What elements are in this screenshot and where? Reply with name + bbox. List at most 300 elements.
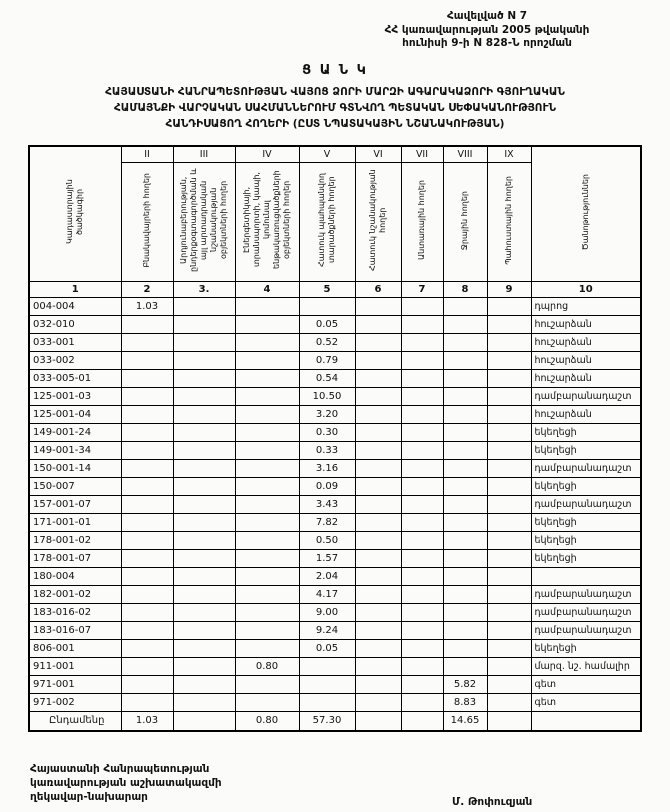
table-row (29, 675, 641, 693)
appendix-block (352, 10, 622, 51)
cell-area-value (299, 675, 355, 693)
cell-note: դամբարանադաշտ (531, 495, 641, 513)
table-row (29, 351, 641, 369)
cell-area-value (173, 549, 235, 567)
cell-area-value (487, 567, 531, 585)
cell-area-value (487, 549, 531, 567)
cell-area-value (487, 387, 531, 405)
footer-signatory-block (30, 762, 222, 805)
cell-area-value (487, 405, 531, 423)
cell-note: դամբարանադաշտ (531, 459, 641, 477)
cell-area-value (299, 657, 355, 675)
cell-area-value: 0.05 (299, 315, 355, 333)
cell-note: եկեղեցի (531, 513, 641, 531)
cell-area-value (173, 387, 235, 405)
cell-area-value (443, 621, 487, 639)
title-line-3: ՀԱՆԴԻՍԱՑՈՂ ՀՈՂԵՐԻ (ԸՍՏ ՆՊԱՏԱԿԱՅԻՆ ՆՇԱՆԱԿՈՒԹՅԱՆ) (165, 118, 505, 131)
cell-area-value (443, 405, 487, 423)
cell-area-value (355, 459, 401, 477)
cell-area-value (121, 549, 173, 567)
cell-area-value (355, 585, 401, 603)
cell-area-value (401, 693, 443, 711)
col-header-notes: Ծանոթություններ (531, 146, 641, 282)
cell-cadastral-code: 033-005-01 (29, 369, 121, 387)
col-num-7: 7 (401, 281, 443, 297)
cell-area-value (487, 513, 531, 531)
column-number-row (29, 281, 641, 297)
cell-area-value (121, 657, 173, 675)
cell-note: դամբարանադաշտ (531, 387, 641, 405)
cell-area-value (401, 441, 443, 459)
cell-area-value (173, 657, 235, 675)
cell-area-value (443, 603, 487, 621)
cell-area-value: 3.20 (299, 405, 355, 423)
cell-area-value (173, 477, 235, 495)
decree-line-1: ՀՀ կառավարության 2005 թվականի (384, 23, 590, 36)
cell-cadastral-code: 971-002 (29, 693, 121, 711)
cell-area-value (173, 441, 235, 459)
cell-area-value (173, 333, 235, 351)
cell-cadastral-code: 171-001-01 (29, 513, 121, 531)
table-row (29, 333, 641, 351)
cell-area-value (235, 369, 299, 387)
cell-area-value (173, 567, 235, 585)
cell-cadastral-code: 178-001-02 (29, 531, 121, 549)
cell-area-value (121, 639, 173, 657)
col-header-special-purpose-lands: Հատուկ նշանակության հողեր (355, 162, 401, 281)
total-label: Ընդամենը (29, 711, 121, 731)
cell-area-value (299, 693, 355, 711)
cell-area-value (443, 351, 487, 369)
cell-area-value (121, 567, 173, 585)
cell-area-value (355, 693, 401, 711)
cell-note: հուշարձան (531, 405, 641, 423)
cell-area-value (173, 315, 235, 333)
cell-area-value: 3.16 (299, 459, 355, 477)
cell-area-value (355, 405, 401, 423)
cell-note: դամբարանադաշտ (531, 603, 641, 621)
roman-II: II (121, 146, 173, 163)
cell-area-value (443, 315, 487, 333)
cell-area-value (235, 531, 299, 549)
table-row (29, 549, 641, 567)
cell-area-value (401, 567, 443, 585)
cell-area-value: 5.82 (443, 675, 487, 693)
table-row (29, 315, 641, 333)
cell-area-value (355, 567, 401, 585)
cell-note: դպրոց (531, 297, 641, 315)
cell-area-value (235, 693, 299, 711)
cell-note: գետ (531, 675, 641, 693)
cell-area-value (401, 603, 443, 621)
roman-IX: IX (487, 146, 531, 163)
cell-area-value (401, 657, 443, 675)
cell-area-value (235, 333, 299, 351)
cell-cadastral-code: 033-002 (29, 351, 121, 369)
cell-area-value (299, 297, 355, 315)
cell-area-value (121, 621, 173, 639)
col-header-industrial-lands: Արդյունաբերության, ընդերքօգտագործման և այլ արտադրական նշանակության օբյեկտների հողեր (173, 162, 235, 281)
roman-VII: VII (401, 146, 443, 163)
cell-area-value (121, 387, 173, 405)
cell-note: հուշարձան (531, 315, 641, 333)
cell-cadastral-code: 911-001 (29, 657, 121, 675)
table-body (29, 297, 641, 731)
col-num-6: 6 (355, 281, 401, 297)
table-row (29, 369, 641, 387)
cell-area-value (235, 495, 299, 513)
cell-area-value (401, 495, 443, 513)
cell-note: եկեղեցի (531, 423, 641, 441)
cell-area-value (487, 639, 531, 657)
col-header-protected-lands: Հատուկ պահպանվող տարածքների հողեր (299, 162, 355, 281)
cell-area-value (401, 333, 443, 351)
cell-cadastral-code: 183-016-07 (29, 621, 121, 639)
cell-area-value (121, 423, 173, 441)
cell-area-value (173, 495, 235, 513)
table-row (29, 567, 641, 585)
cell-cadastral-code: 033-001 (29, 333, 121, 351)
cell-area-value (121, 405, 173, 423)
cell-area-value (443, 297, 487, 315)
cell-note: եկեղեցի (531, 531, 641, 549)
cell-area-value (443, 531, 487, 549)
cell-area-value (235, 459, 299, 477)
cell-area-value (355, 531, 401, 549)
cell-area-value (235, 639, 299, 657)
cell-area-value (235, 675, 299, 693)
cell-note: հուշարձան (531, 369, 641, 387)
roman-IV: IV (235, 146, 299, 163)
cell-area-value (487, 441, 531, 459)
cell-note: եկեղեցի (531, 441, 641, 459)
cell-area-value (401, 531, 443, 549)
cell-area-value (487, 477, 531, 495)
cell-area-value (401, 513, 443, 531)
cell-area-value (121, 513, 173, 531)
cell-area-value (443, 567, 487, 585)
cell-area-value: 7.82 (299, 513, 355, 531)
cell-area-value (173, 675, 235, 693)
col-num-4: 4 (235, 281, 299, 297)
cell-area-value (355, 711, 401, 731)
col-num-9: 9 (487, 281, 531, 297)
cell-area-value: 0.80 (235, 711, 299, 731)
table-row (29, 513, 641, 531)
cell-area-value (121, 531, 173, 549)
col-header-water-lands: Ջրային հողեր (443, 162, 487, 281)
cell-area-value (235, 621, 299, 639)
cell-area-value (121, 315, 173, 333)
cell-note (531, 567, 641, 585)
col-num-2: 2 (121, 281, 173, 297)
cell-area-value (355, 423, 401, 441)
decree-line-2: հունիսի 9-ի N 828-Ն որոշման (402, 37, 572, 50)
cell-area-value (121, 333, 173, 351)
cell-area-value (487, 621, 531, 639)
cell-area-value (235, 585, 299, 603)
roman-VIII: VIII (443, 146, 487, 163)
cell-area-value (443, 441, 487, 459)
cell-cadastral-code: 149-001-24 (29, 423, 121, 441)
cell-area-value (355, 639, 401, 657)
col-num-5: 5 (299, 281, 355, 297)
cell-area-value (443, 369, 487, 387)
title-line-2: ՀԱՄԱՅՆՔԻ ՎԱՐՉԱԿԱՆ ՍԱՀՄԱՆՆԵՐՈՒՄ ԳՏՆՎՈՂ ՊԵՏԱԿԱՆ ՍԵՓԱԿԱՆՈՒԹՅՈՒՆ (113, 102, 557, 115)
cell-area-value (443, 513, 487, 531)
footer-line-2: կառավարության աշխատակազմի (30, 777, 222, 790)
land-table (28, 145, 642, 732)
table-row (29, 639, 641, 657)
cell-cadastral-code: 806-001 (29, 639, 121, 657)
table-row (29, 531, 641, 549)
cell-area-value: 1.57 (299, 549, 355, 567)
cell-note: հուշարձան (531, 333, 641, 351)
cell-area-value (235, 567, 299, 585)
cell-area-value (487, 351, 531, 369)
cell-area-value (487, 657, 531, 675)
cell-area-value (443, 459, 487, 477)
cell-note: եկեղեցի (531, 549, 641, 567)
cell-area-value (401, 315, 443, 333)
cell-area-value (235, 351, 299, 369)
table-row (29, 693, 641, 711)
cell-area-value (355, 477, 401, 495)
cell-cadastral-code: 157-001-07 (29, 495, 121, 513)
col-header-reserve-lands: Պահուստային հողեր (487, 162, 531, 281)
cell-area-value (487, 495, 531, 513)
cell-area-value (401, 549, 443, 567)
cell-area-value: 2.04 (299, 567, 355, 585)
cell-cadastral-code: 150-001-14 (29, 459, 121, 477)
cell-area-value (355, 315, 401, 333)
col-header-infrastructure-lands: Էներգետիկայի, տրանսպորտի, կապի, կոմունալ ենթակառուցվածքների օբյեկտների հողեր (235, 162, 299, 281)
col-num-10: 10 (531, 281, 641, 297)
cell-area-value (401, 405, 443, 423)
cell-area-value (443, 495, 487, 513)
cell-area-value (443, 423, 487, 441)
table-row (29, 405, 641, 423)
cell-area-value (173, 351, 235, 369)
roman-III: III (173, 146, 235, 163)
cell-area-value (355, 495, 401, 513)
cell-area-value (355, 441, 401, 459)
cell-area-value (443, 387, 487, 405)
col-num-8: 8 (443, 281, 487, 297)
cell-cadastral-code: 149-001-34 (29, 441, 121, 459)
cell-cadastral-code: 971-001 (29, 675, 121, 693)
cell-area-value (355, 657, 401, 675)
cell-area-value (121, 441, 173, 459)
cell-area-value (173, 585, 235, 603)
cell-area-value (401, 297, 443, 315)
col-num-3: 3. (173, 281, 235, 297)
roman-V: V (299, 146, 355, 163)
cell-area-value (355, 387, 401, 405)
cell-area-value (401, 621, 443, 639)
cell-area-value: 8.83 (443, 693, 487, 711)
cell-area-value (121, 477, 173, 495)
cell-note: դամբարանադաշտ (531, 585, 641, 603)
cell-area-value (487, 333, 531, 351)
cell-area-value: 9.24 (299, 621, 355, 639)
cell-note: գետ (531, 693, 641, 711)
cell-area-value (173, 693, 235, 711)
table-row (29, 387, 641, 405)
cell-area-value (443, 333, 487, 351)
cell-area-value (121, 693, 173, 711)
col-header-settlement-lands: Բնակավայրերի հողեր (121, 162, 173, 281)
cell-note: դամբարանադաշտ (531, 621, 641, 639)
cell-area-value: 4.17 (299, 585, 355, 603)
cell-area-value (487, 693, 531, 711)
cell-area-value (401, 477, 443, 495)
cell-area-value (355, 621, 401, 639)
cell-cadastral-code: 125-001-03 (29, 387, 121, 405)
cell-area-value: 0.80 (235, 657, 299, 675)
cell-area-value (173, 369, 235, 387)
cell-area-value: 0.50 (299, 531, 355, 549)
appendix-title: Հավելված N 7 (446, 10, 528, 22)
cell-cadastral-code: 125-001-04 (29, 405, 121, 423)
cell-area-value: 57.30 (299, 711, 355, 731)
cell-area-value (355, 351, 401, 369)
cell-cadastral-code: 183-016-02 (29, 603, 121, 621)
cell-area-value (121, 369, 173, 387)
cell-area-value: 3.43 (299, 495, 355, 513)
table-row (29, 621, 641, 639)
cell-area-value (401, 459, 443, 477)
table-row (29, 297, 641, 315)
col-num-1: 1 (29, 281, 121, 297)
cell-area-value: 0.30 (299, 423, 355, 441)
cell-area-value (443, 477, 487, 495)
cell-area-value (443, 657, 487, 675)
footer-line-1: Հայաստանի Հանրապետության (30, 763, 210, 775)
cell-area-value: 14.65 (443, 711, 487, 731)
cell-area-value (173, 639, 235, 657)
table-row (29, 441, 641, 459)
cell-area-value (401, 675, 443, 693)
cell-area-value: 1.03 (121, 297, 173, 315)
cell-area-value: 9.00 (299, 603, 355, 621)
cell-area-value (487, 675, 531, 693)
cell-area-value (355, 333, 401, 351)
cell-area-value: 1.03 (121, 711, 173, 731)
cell-area-value (401, 351, 443, 369)
cell-area-value (173, 531, 235, 549)
cell-area-value (443, 585, 487, 603)
cell-area-value (401, 387, 443, 405)
document-title (0, 84, 670, 133)
table-row (29, 495, 641, 513)
cell-area-value (235, 405, 299, 423)
signature-name: Մ. Թոփուզյան (452, 796, 533, 808)
cell-area-value (355, 297, 401, 315)
cell-note: եկեղեցի (531, 639, 641, 657)
cell-note: հուշարձան (531, 351, 641, 369)
total-row (29, 711, 641, 731)
cell-area-value (235, 387, 299, 405)
cell-area-value: 0.79 (299, 351, 355, 369)
cell-area-value (487, 459, 531, 477)
cell-area-value (401, 585, 443, 603)
cell-area-value (355, 369, 401, 387)
roman-VI: VI (355, 146, 401, 163)
cell-area-value (173, 711, 235, 731)
roman-numeral-row (29, 146, 641, 163)
cell-area-value (235, 441, 299, 459)
cell-area-value (401, 711, 443, 731)
cell-area-value (235, 297, 299, 315)
cell-area-value: 0.54 (299, 369, 355, 387)
cell-note (531, 711, 641, 731)
cell-area-value (173, 621, 235, 639)
cell-area-value: 0.09 (299, 477, 355, 495)
cell-area-value: 0.05 (299, 639, 355, 657)
table-row (29, 603, 641, 621)
cell-cadastral-code: 032-010 (29, 315, 121, 333)
cell-area-value (355, 549, 401, 567)
cell-area-value (487, 369, 531, 387)
cell-area-value: 10.50 (299, 387, 355, 405)
cell-area-value (121, 459, 173, 477)
cell-area-value (487, 603, 531, 621)
cell-area-value (487, 531, 531, 549)
table-row (29, 657, 641, 675)
cell-cadastral-code: 004-004 (29, 297, 121, 315)
cell-area-value (401, 369, 443, 387)
cell-area-value (235, 423, 299, 441)
cell-area-value (121, 603, 173, 621)
cell-area-value (401, 639, 443, 657)
cell-area-value: 0.33 (299, 441, 355, 459)
cell-area-value (443, 549, 487, 567)
cell-area-value (173, 405, 235, 423)
col-header-cadastral-code: Կադաստրային ծածկագիր (29, 146, 121, 282)
cell-area-value (235, 603, 299, 621)
cell-note: մարզ. նշ. համալիր (531, 657, 641, 675)
cell-area-value (235, 315, 299, 333)
cell-cadastral-code: 182-001-02 (29, 585, 121, 603)
cell-area-value (121, 351, 173, 369)
cell-area-value (121, 495, 173, 513)
footer-line-3: ղեկավար-նախարար (30, 791, 148, 804)
cell-area-value (235, 477, 299, 495)
cell-area-value (173, 459, 235, 477)
title-line-1: ՀԱՅԱՍՏԱՆԻ ՀԱՆՐԱՊԵՏՈՒԹՅԱՆ ՎԱՅՈՑ ՁՈՐԻ ՄԱՐԶԻ ԱԳԱՐԱԿԱՁՈՐԻ ԳՅՈՒՂԱԿԱՆ (105, 85, 565, 98)
table-row (29, 477, 641, 495)
cell-area-value (173, 423, 235, 441)
table-row (29, 423, 641, 441)
cell-area-value (487, 585, 531, 603)
cell-cadastral-code: 150-007 (29, 477, 121, 495)
cell-area-value (487, 297, 531, 315)
cell-cadastral-code: 178-001-07 (29, 549, 121, 567)
cell-area-value (235, 549, 299, 567)
list-title: Ց Ա Ն Կ (302, 62, 368, 78)
cell-area-value (173, 603, 235, 621)
cell-note: եկեղեցի (531, 477, 641, 495)
cell-area-value (401, 423, 443, 441)
table-row (29, 585, 641, 603)
cell-cadastral-code: 180-004 (29, 567, 121, 585)
cell-area-value (355, 513, 401, 531)
col-header-forest-lands: Անտառային հողեր (401, 162, 443, 281)
cell-area-value (487, 423, 531, 441)
cell-area-value (355, 675, 401, 693)
cell-area-value (121, 675, 173, 693)
